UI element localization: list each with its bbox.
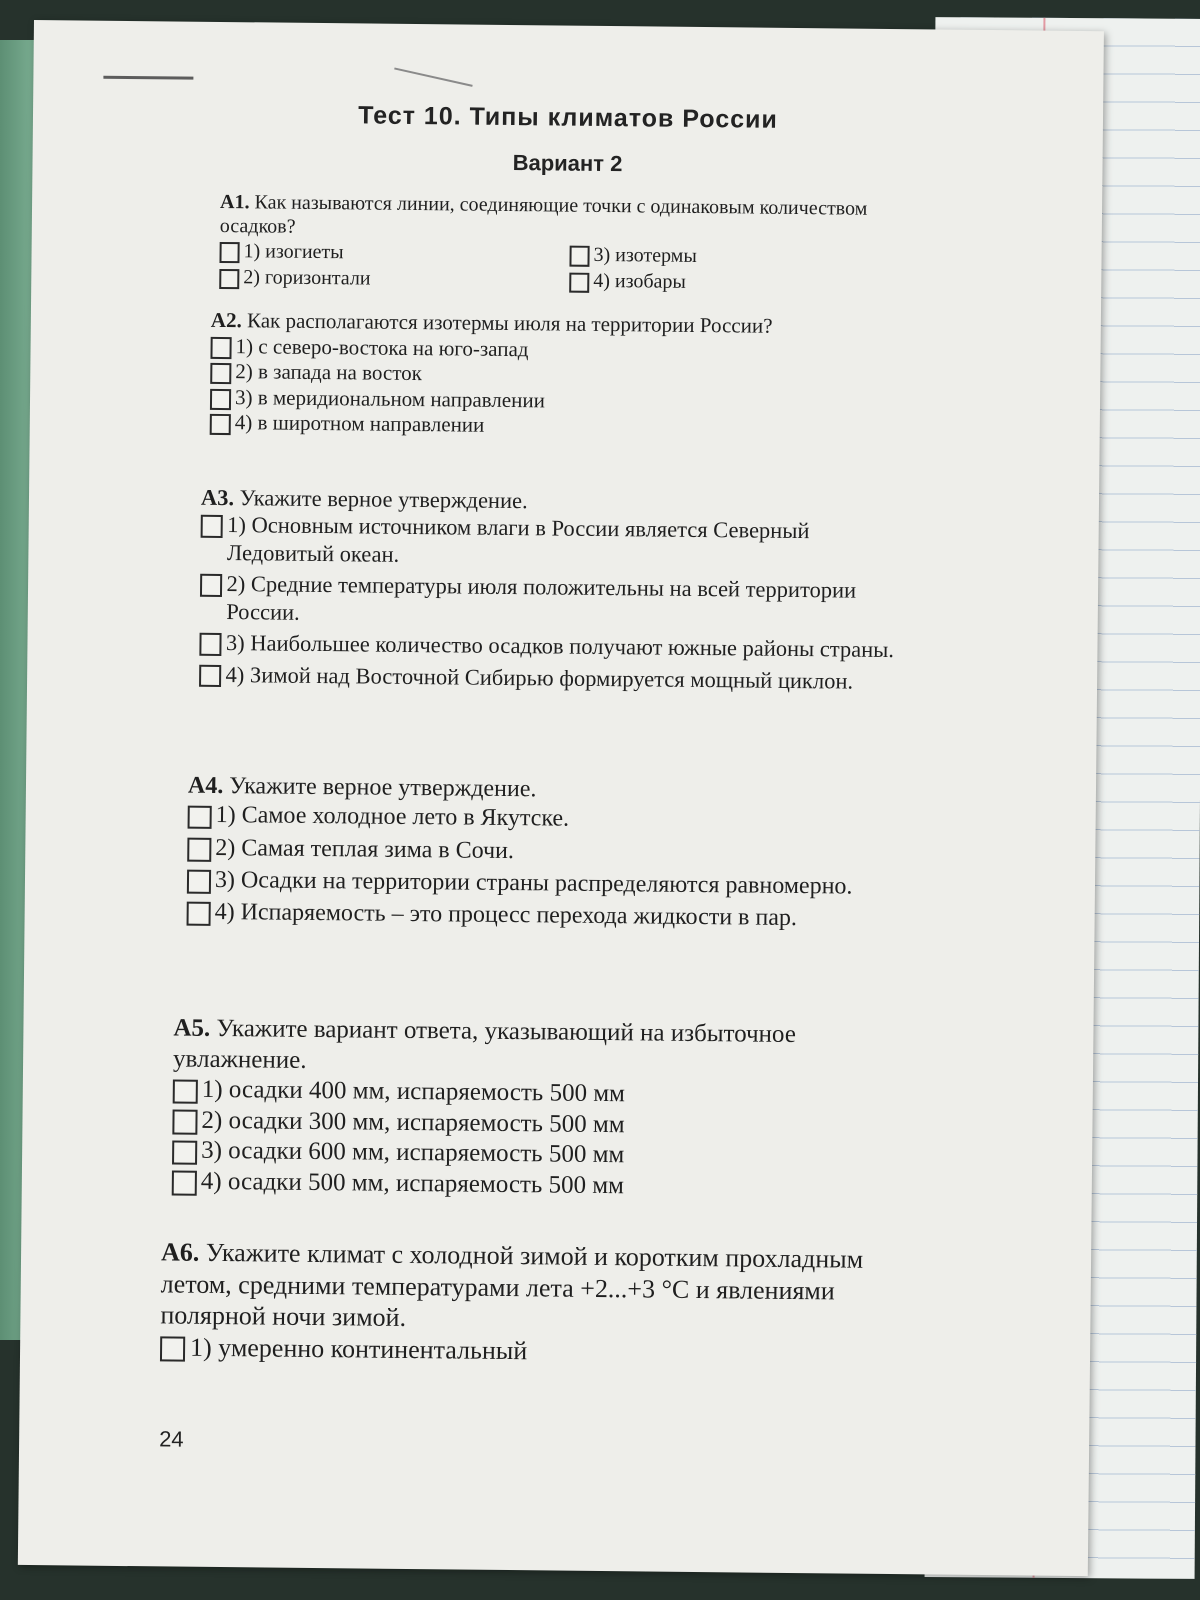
checkbox[interactable] — [187, 902, 211, 926]
answer-option[interactable]: 4) Испаряемость – это процесс перехода жидкости в пар. — [187, 898, 907, 935]
checkbox[interactable] — [187, 870, 211, 894]
checkbox[interactable] — [188, 805, 212, 829]
answer-option[interactable]: 3) изотермы — [569, 242, 869, 270]
answer-option[interactable]: 2) Самая теплая зима в Сочи. — [187, 833, 907, 870]
question-text: Укажите верное утверждение. — [229, 773, 537, 803]
question-number: A2. — [210, 307, 242, 333]
question-a6 — [160, 1236, 921, 1371]
worksheet-page — [18, 20, 1104, 1576]
checkbox[interactable] — [172, 1110, 197, 1135]
answer-option[interactable]: 3) в меридиональном направлении — [210, 385, 890, 418]
checkbox[interactable] — [210, 337, 231, 358]
checkbox[interactable] — [200, 574, 223, 597]
options-grid — [219, 239, 889, 297]
answer-option[interactable]: 2) осадки 300 мм, испаряемость 500 мм — [172, 1105, 912, 1143]
checkbox[interactable] — [210, 414, 231, 435]
checkbox[interactable] — [173, 1079, 198, 1104]
question-a4 — [187, 772, 909, 935]
question-a2 — [210, 308, 891, 443]
question-number: A5. — [173, 1014, 211, 1042]
checkbox[interactable] — [172, 1140, 197, 1165]
answer-option[interactable]: 3) Осадки на территории страны распределяются равномерно. — [187, 865, 907, 902]
page-number: 24 — [159, 1426, 184, 1452]
answer-option[interactable]: 4) Зимой над Восточной Сибирью формируется мощный циклон. — [199, 660, 899, 695]
answer-option[interactable]: 3) осадки 600 мм, испаряемость 500 мм — [172, 1136, 912, 1174]
checkbox[interactable] — [199, 633, 222, 656]
question-number: A4. — [187, 772, 224, 800]
question-text: Укажите вариант ответа, указывающий на избыточное увлажнение. — [172, 1014, 797, 1074]
question-a3 — [199, 484, 901, 695]
checkbox[interactable] — [172, 1171, 197, 1196]
checkbox[interactable] — [210, 363, 231, 384]
answer-option[interactable]: 1) Основным источником влаги в России является Северный Ледовитый океан. — [200, 511, 901, 573]
pencil-line — [394, 67, 473, 86]
answer-option[interactable]: 4) осадки 500 мм, испаряемость 500 мм — [172, 1166, 912, 1204]
question-text: Как располагаются изотермы июля на территории России? — [246, 308, 773, 338]
checkbox[interactable] — [201, 515, 224, 538]
pencil-line — [103, 76, 193, 80]
answer-option[interactable]: 2) горизонтали — [219, 265, 569, 293]
answer-option[interactable]: 1) изогиеты — [219, 239, 569, 267]
checkbox[interactable] — [160, 1336, 186, 1362]
answer-option[interactable]: 1) Самое холодное лето в Якутске. — [188, 801, 908, 838]
question-number: A1. — [219, 190, 250, 214]
answer-option[interactable]: 1) умеренно континентальный — [160, 1332, 920, 1372]
answer-option[interactable]: 1) осадки 400 мм, испаряемость 500 мм — [173, 1075, 913, 1113]
page-title: Тест 10. Типы климатов России — [358, 101, 778, 134]
answer-option[interactable]: 1) с северо-востока на юго-запад — [210, 333, 890, 366]
answer-option[interactable]: 2) Средние температуры июля положительны на всей территории России. — [200, 570, 901, 632]
question-text: Укажите верное утверждение. — [239, 485, 528, 514]
question-text: Как называются линии, соединяющие точки с одинаковым количеством осадков? — [219, 191, 868, 239]
checkbox[interactable] — [569, 272, 590, 293]
checkbox[interactable] — [219, 242, 240, 263]
answer-option[interactable]: 3) Наибольшее количество осадков получают южные районы страны. — [199, 629, 899, 664]
question-number: A3. — [200, 484, 235, 511]
answer-option[interactable]: 2) в запада на восток — [210, 359, 890, 392]
checkbox[interactable] — [569, 246, 590, 267]
question-a5 — [172, 1014, 914, 1205]
checkbox[interactable] — [199, 664, 222, 687]
question-text: Укажите климат с холодной зимой и коротким прохладным летом, средними температурами лета +2...+3 °С и явлениями полярной ночи зимой. — [160, 1237, 864, 1333]
question-number: A6. — [160, 1237, 200, 1267]
checkbox[interactable] — [219, 269, 240, 290]
answer-option[interactable]: 4) изобары — [569, 269, 869, 297]
variant-heading: Вариант 2 — [512, 150, 623, 177]
checkbox[interactable] — [187, 837, 211, 861]
checkbox[interactable] — [210, 388, 231, 409]
answer-option[interactable]: 4) в широтном направлении — [210, 410, 890, 443]
question-a1 — [219, 190, 890, 297]
